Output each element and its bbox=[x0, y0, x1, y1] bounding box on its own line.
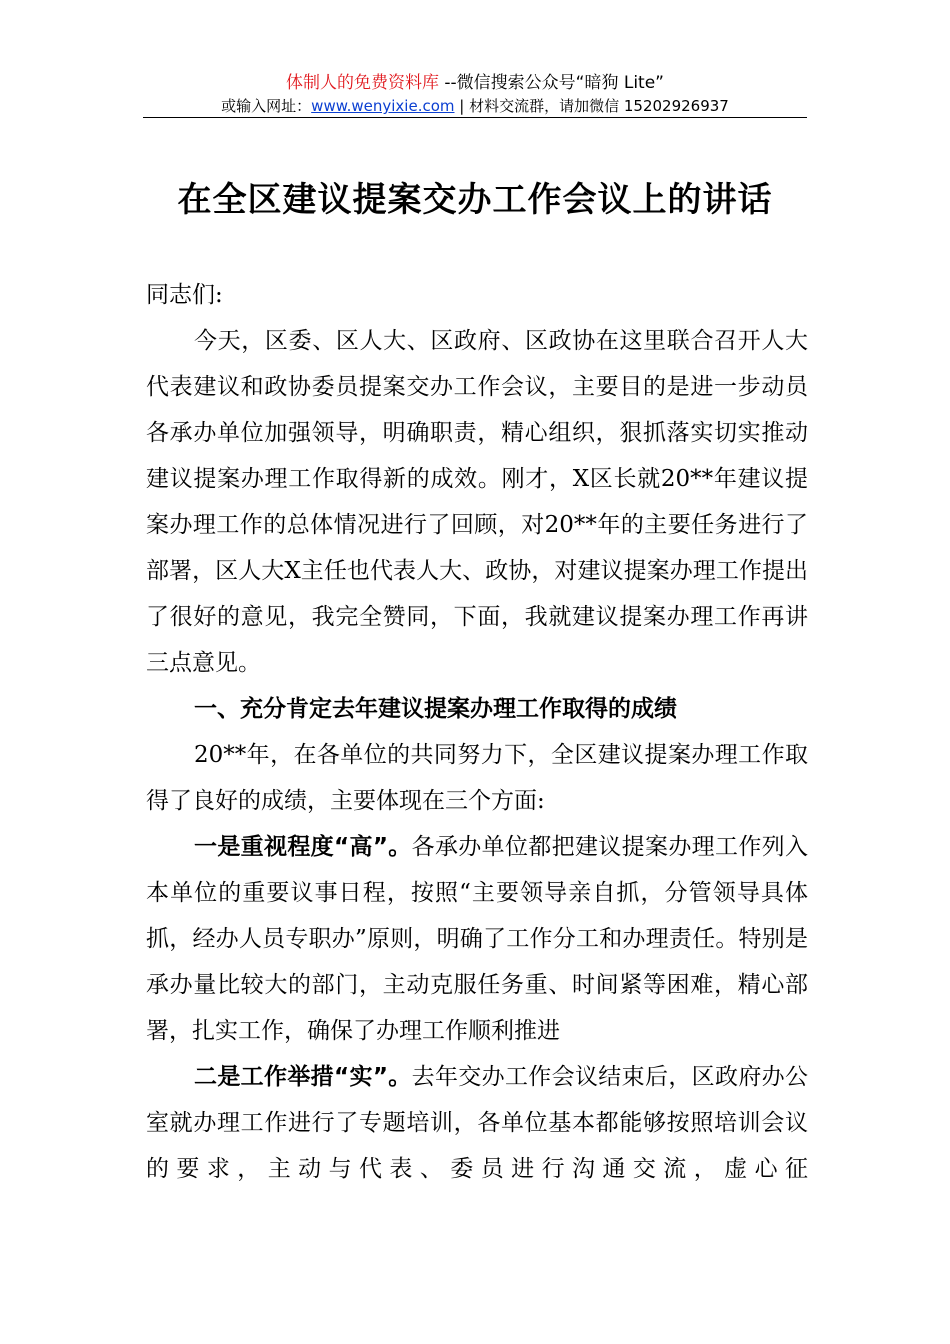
brand-text: 体制人的免费资料库 bbox=[285, 73, 439, 93]
document-body bbox=[146, 272, 808, 1192]
point-1-text: 各承办单位都把建议提案办理工作列入本单位的重要议事日程，按照“主要领导亲自抓，分管领导具体抓，经办人员专职办”原则，明确了工作分工和办理责任。特别是承办量比较大的部门，主动克服任务重、时间紧等困难，精心部署，扎实工作，确保了办理工作顺利推进 bbox=[146, 834, 809, 1044]
header-line-1 bbox=[143, 72, 807, 94]
section-heading-1: 一、充分肯定去年建议提案办理工作取得的成绩 bbox=[194, 696, 677, 722]
paragraph-point-2 bbox=[146, 1054, 808, 1192]
header-line-2 bbox=[143, 96, 807, 116]
watermark-header bbox=[143, 72, 807, 116]
paragraph-point-1 bbox=[146, 824, 808, 1054]
header-divider bbox=[143, 117, 807, 118]
header-separator: | bbox=[454, 97, 470, 115]
point-2-text: 去年交办工作会议结束后，区政府办公室就办理工作进行了专题培训，各单位基本都能够按照培训会议的要求，主动与代表、委员进行沟通交流，虚心征 bbox=[146, 1064, 809, 1182]
search-hint: --微信搜索公众号“暗狗 Lite” bbox=[438, 73, 664, 93]
paragraph-summary: 20**年，在各单位的共同努力下，全区建议提案办理工作取得了良好的成绩，主要体现在三个方面: bbox=[146, 742, 808, 814]
website-link[interactable]: www.wenyixie.com bbox=[311, 97, 455, 115]
document-title: 在全区建议提案交办工作会议上的讲话 bbox=[177, 180, 773, 220]
url-label: 或输入网址： bbox=[221, 97, 312, 115]
point-2-lead: 二是工作举措“实”。 bbox=[194, 1064, 412, 1090]
greeting: 同志们: bbox=[146, 282, 223, 308]
paragraph-intro: 今天，区委、区人大、区政府、区政协在这里联合召开人大代表建议和政协委员提案交办工作会议，主要目的是进一步动员各承办单位加强领导，明确职责，精心组织，狠抓落实切实推动建议提案办理工作取得新的成效。刚才，X区长就20**年建议提案办理工作的总体情况进行了回顾，对20**年的主要任务进行了部署，区人大X主任也代表人大、政协，对建议提案办理工作提出了很好的意见，我完全赞同，下面，我就建议提案办理工作再讲三点意见。 bbox=[146, 328, 808, 676]
group-info: 材料交流群，请加微信 15202926937 bbox=[469, 97, 729, 115]
point-1-lead: 一是重视程度“高”。 bbox=[194, 834, 412, 860]
